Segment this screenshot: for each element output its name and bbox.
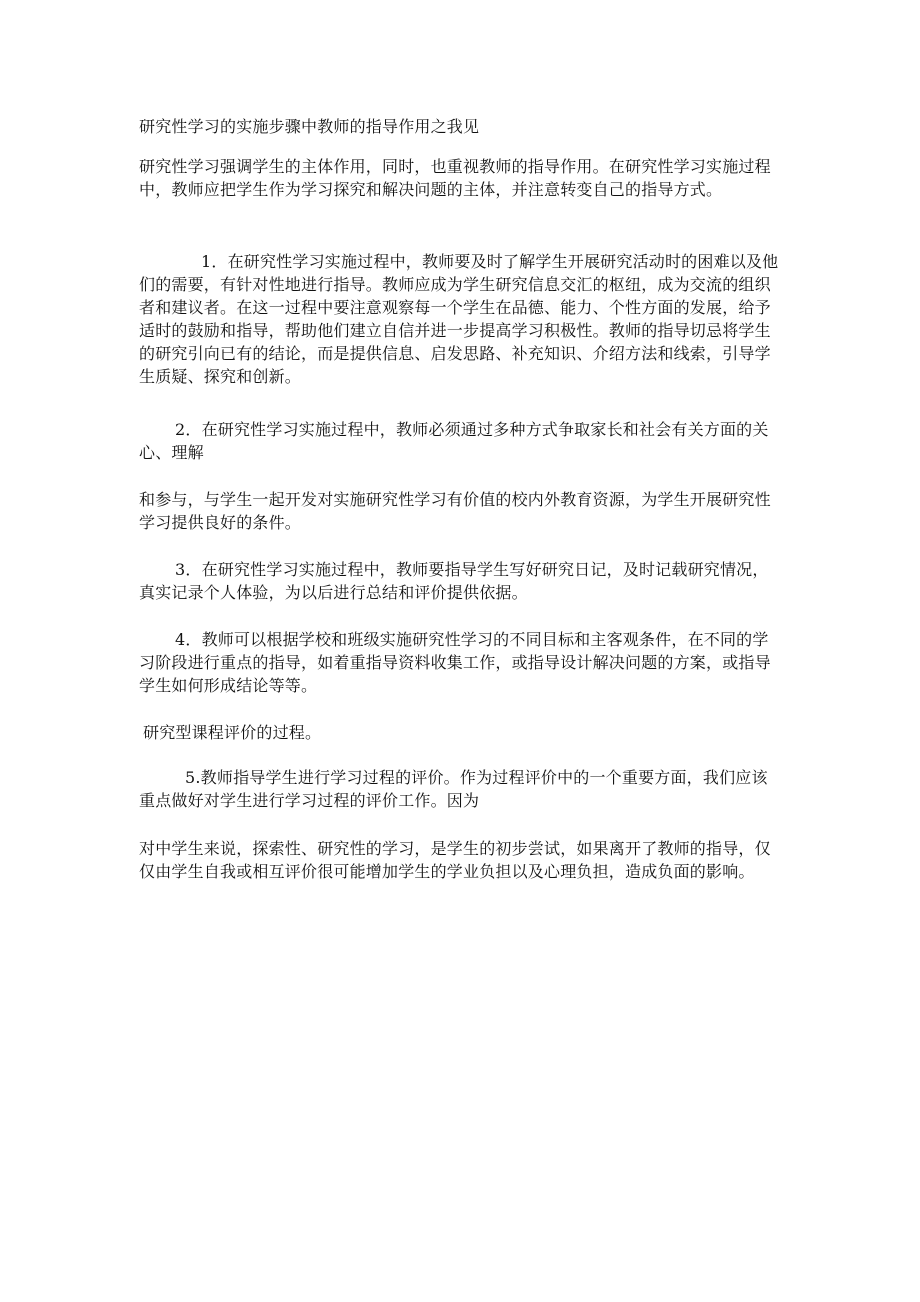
paragraph-3: 3．在研究性学习实施过程中，教师要指导学生写好研究日记，及时记载研究情况，真实记录个人体验，为以后进行总结和评价提供依据。 (139, 560, 769, 602)
paragraph-5-part-1: 5.教师指导学生进行学习过程的评价。作为过程评价中的一个重要方面，我们应该重点做好对学生进行学习过程的评价工作。因为 (139, 768, 768, 810)
paragraph-5-part-2: 对中学生来说，探索性、研究性的学习，是学生的初步尝试，如果离开了教师的指导，仅仅由学生自我或相互评价很可能增加学生的学业负担以及心理负担，造成负面的影响。 (139, 839, 771, 881)
paragraph-intro: 研究性学习强调学生的主体作用，同时，也重视教师的指导作用。在研究性学习实施过程中，教师应把学生作为学习探究和解决问题的主体，并注意转变自己的指导方式。 (139, 157, 771, 199)
paragraph-2-part-1: 2．在研究性学习实施过程中，教师必须通过多种方式争取家长和社会有关方面的关心、理解 (139, 420, 769, 462)
paragraph-2-part-2: 和参与，与学生一起开发对实施研究性学习有价值的校内外教育资源，为学生开展研究性学习提供良好的条件。 (139, 490, 771, 532)
document-title: 研究性学习的实施步骤中教师的指导作用之我见 (139, 117, 480, 136)
paragraph-4: 4．教师可以根据学校和班级实施研究性学习的不同目标和主客观条件，在不同的学习阶段进行重点的指导，如着重指导资料收集工作，或指导设计解决问题的方案，或指导学生如何形成结论等等。 (139, 630, 771, 695)
paragraph-evaluation-heading: 研究型课程评价的过程。 (143, 723, 322, 742)
paragraph-1: 1．在研究性学习实施过程中，教师要及时了解学生开展研究活动时的困难以及他们的需要，有针对性地进行指导。教师应成为学生研究信息交汇的枢纽，成为交流的组织者和建议者。在这一过程中要注意观察每一个学生在品德、能力、个性方面的发展，给予适时的鼓励和指导，帮助他们建立自信并进一步提高学习积极性。教师的指导切忌将学生的研究引向已有的结论，而是提供信息、启发思路、补充知识、介绍方法和线索，引导学生质疑、探究和创新。 (139, 252, 779, 386)
